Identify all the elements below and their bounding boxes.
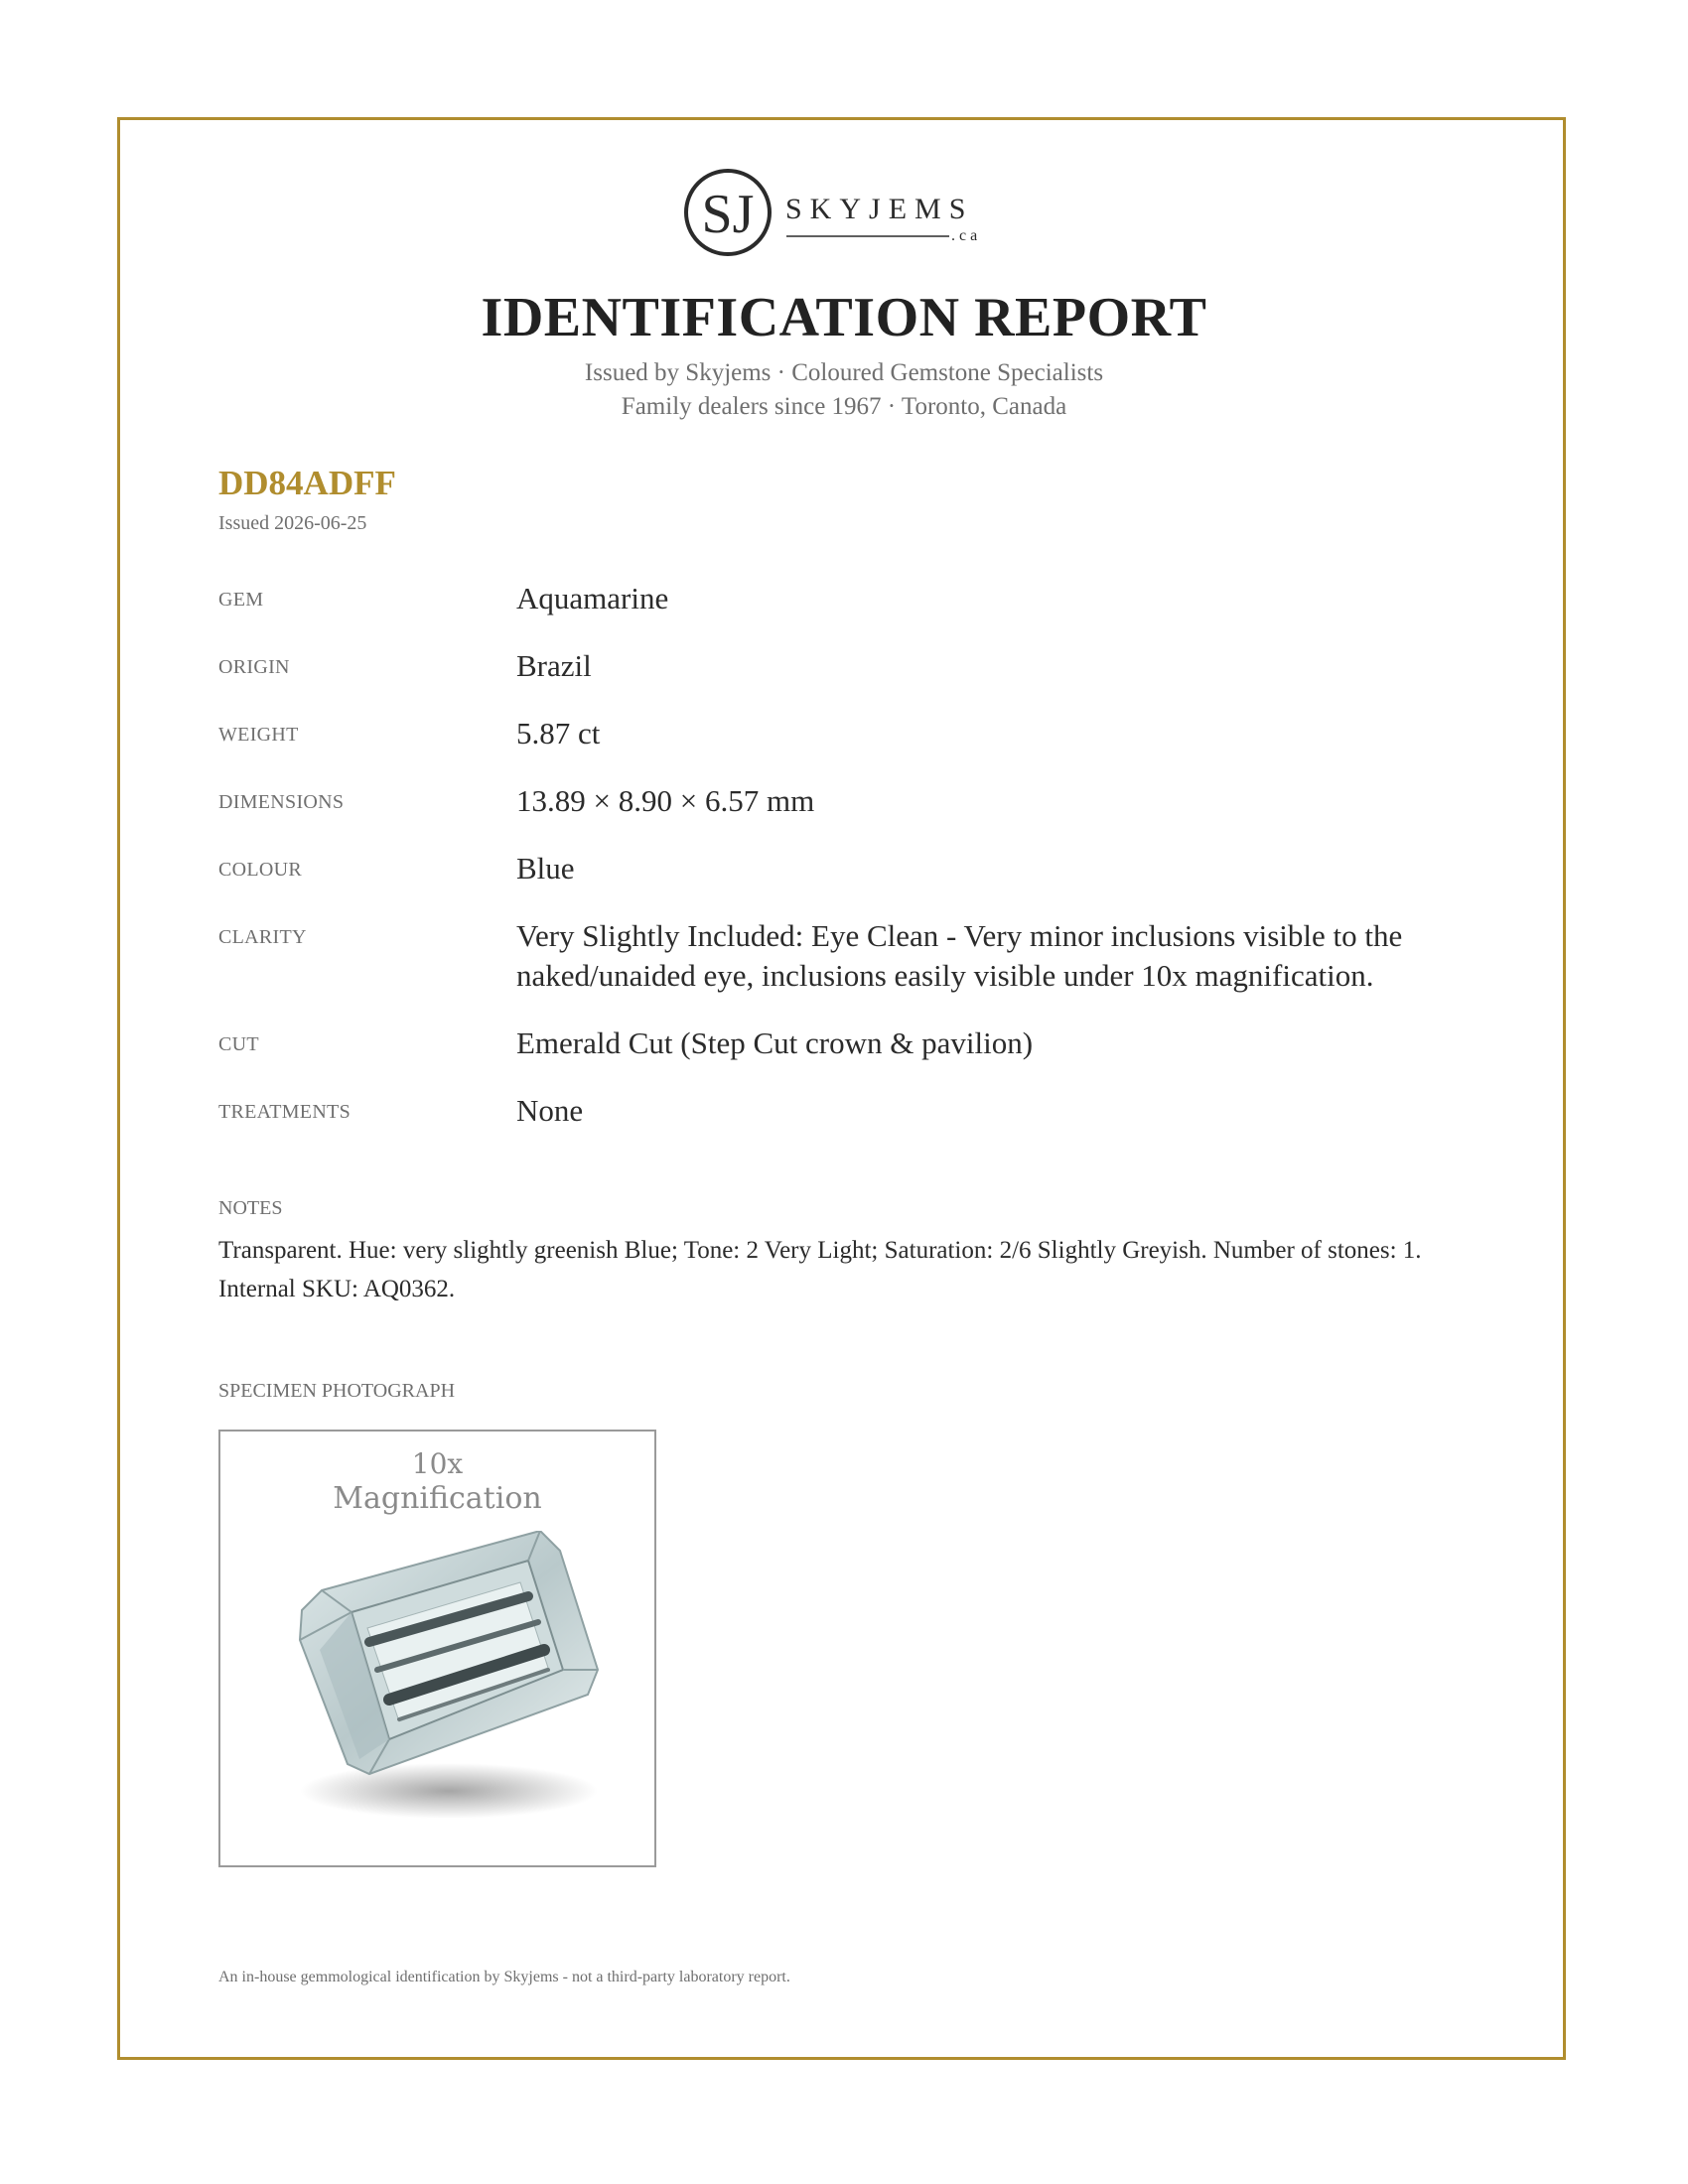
notes-text: Transparent. Hue: very slightly greenish Blue; Tone: 2 Very Light; Saturation: 2/6 Slightly Greyish. Number of stones: 1. Internal SKU: AQ0362. xyxy=(218,1237,1422,1302)
field-label: DIMENSIONS xyxy=(218,791,345,813)
field-label: ORIGIN xyxy=(218,656,290,678)
report-id: DD84ADFF xyxy=(218,464,396,502)
logo-graphic xyxy=(683,167,1011,266)
field-value: Blue xyxy=(516,851,575,886)
field-label: COLOUR xyxy=(218,859,303,881)
photo-label: SPECIMEN PHOTOGRAPH xyxy=(218,1380,456,1402)
field-value: Emerald Cut (Step Cut crown & pavilion) xyxy=(516,1025,1034,1060)
gem-shadow xyxy=(300,1763,598,1819)
field-label: TREATMENTS xyxy=(218,1101,351,1123)
field-value: 13.89 × 8.90 × 6.57 mm xyxy=(516,783,815,818)
field-label: CUT xyxy=(218,1033,259,1055)
field-value: 5.87 ct xyxy=(516,716,601,751)
issue-date: Issued 2026-06-25 xyxy=(218,512,367,534)
field-value: Aquamarine xyxy=(516,581,669,615)
field-label: WEIGHT xyxy=(218,724,299,746)
notes-label: NOTES xyxy=(218,1197,283,1219)
field-value: Brazil xyxy=(516,648,592,683)
magnification-value: 10x xyxy=(411,1447,464,1480)
specimen-photo xyxy=(218,1430,656,1867)
report-title: IDENTIFICATION REPORT xyxy=(481,287,1207,348)
aquamarine-gem-image xyxy=(260,1531,618,1848)
logo-tld: .ca xyxy=(951,227,982,244)
skyjems-logo xyxy=(683,167,1011,266)
field-value: None xyxy=(516,1093,584,1128)
dealer-line: Family dealers since 1967 · Toronto, Canada xyxy=(621,393,1067,420)
footer-disclaimer: An in-house gemmological identification by Skyjems - not a third-party laboratory report. xyxy=(218,1969,790,1985)
issuer-line: Issued by Skyjems · Coloured Gemstone Specialists xyxy=(584,359,1104,386)
field-label: GEM xyxy=(218,589,264,611)
field-value: Very Slightly Included: Eye Clean - Very minor inclusions visible to the naked/unaided eye, inclusions easily visible under 10x magnification. xyxy=(516,918,1403,993)
logo-wordmark: SKYJEMS xyxy=(785,193,974,225)
field-label: CLARITY xyxy=(218,926,307,948)
magnification-label: Magnification xyxy=(333,1481,542,1516)
logo-monogram: SJ xyxy=(701,184,755,245)
